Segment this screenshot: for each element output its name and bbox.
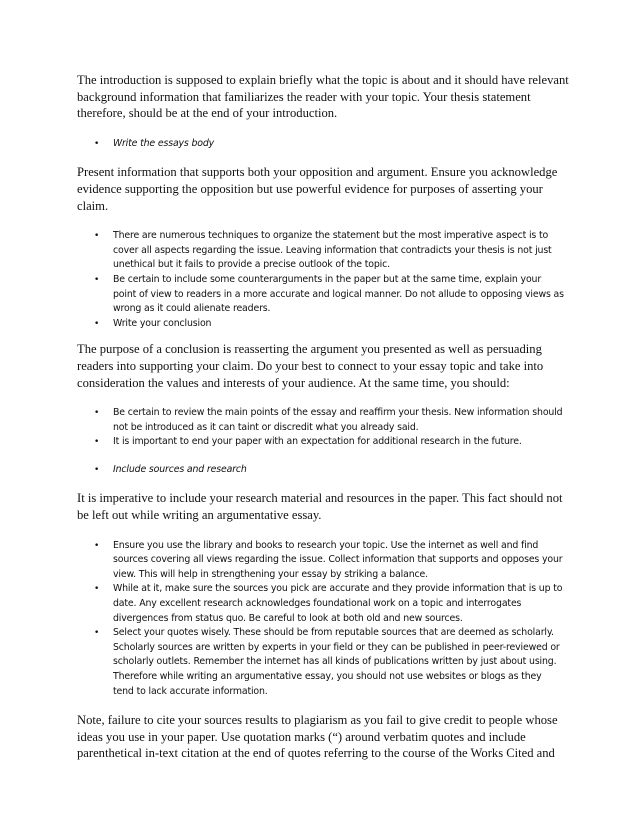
list-item: • It is important to end your paper with an expectation for additional research in the future. <box>77 435 569 450</box>
list-item: • Be certain to include some counterarguments in the paper but at the same time, explain your point of view to readers in a more accurate and logical manner. Do not allude to opposing views as wrong as it could alienate readers. <box>94 273 564 315</box>
bullet-icon: • <box>94 318 100 329</box>
conclusion-bullet-list <box>77 406 569 450</box>
heading-write-conclusion: Write your conclusion <box>113 317 212 329</box>
list-item: • Select your quotes wisely. These should be from reputable sources that are deemed as scholarly. Scholarly sources are written by experts in your field or they can be published in peer-reviewed or scholarly outlets. Remember the internet has all kinds of publications written by just about using. Therefore while writing an argumentative essay, you should not use websites or blogs as they tend to lack accurate information. <box>94 627 560 697</box>
list-item <box>77 463 569 478</box>
conclusion-paragraph: The purpose of a conclusion is reasserting the argument you presented as well as persuading readers into supporting your claim. Do your best to connect to your essay topic and take into consideration the values and interests of your audience. At the same time, you should: <box>77 342 544 390</box>
bullet-icon: • <box>94 138 100 149</box>
bullet-icon: • <box>94 231 100 242</box>
bullet-icon: • <box>94 437 100 448</box>
intro-paragraph: The introduction is supposed to explain briefly what the topic is about and it should have relevant background information that familiarizes the reader with your topic. Your thesis statement therefore, should be at the end of your introduction. <box>77 73 569 121</box>
note-paragraph: Note, failure to cite your sources results to plagiarism as you fail to give credit to people whose ideas you use in your paper. Use quotation marks (“) around verbatim quotes and include parenthetical in-text citation at the end of quotes referring to the course of the Works Cited and <box>77 713 558 761</box>
sources-paragraph: It is imperative to include your research material and resources in the paper. This fact should not be left out while writing an argumentative essay. <box>77 491 563 523</box>
bullet-icon: • <box>94 584 100 595</box>
bullet-icon: • <box>94 628 100 639</box>
body-heading-list <box>77 137 569 152</box>
list-item <box>77 137 569 152</box>
heading-include-sources: Include sources and research <box>113 463 247 475</box>
bullet-icon: • <box>94 274 100 285</box>
body-paragraph: Present information that supports both your opposition and argument. Ensure you acknowledge evidence supporting the opposition but use powerful evidence for purposes of asserting your claim. <box>77 165 558 213</box>
list-item <box>77 317 569 332</box>
list-item: • There are numerous techniques to organize the statement but the most imperative aspect is to cover all aspects regarding the issue. Leaving information that contradicts your thesis is not just unethical but it fails to provide a precise outlook of the topic. <box>94 230 552 271</box>
bullet-icon: • <box>94 464 100 475</box>
list-item: • Be certain to review the main points of the essay and reaffirm your thesis. New information should not be introduced as it can taint or discredit what you already said. <box>94 407 563 433</box>
bullet-icon: • <box>94 540 100 551</box>
sources-bullet-list <box>77 539 569 700</box>
list-item: • Ensure you use the library and books to research your topic. Use the internet as well and find sources covering all views regarding the issue. Collect information that supports and opposes your view. This will help in strengthening your essay by striking a balance. <box>94 539 563 580</box>
sources-heading-list <box>77 463 569 478</box>
document-page <box>77 72 569 762</box>
body-bullet-list <box>77 229 569 331</box>
bullet-icon: • <box>94 408 100 419</box>
list-item: • While at it, make sure the sources you pick are accurate and they provide information that is up to date. Any excellent research acknowledges foundational work on a topic and interrogates divergences from status quo. Be careful to look at both old and new sources. <box>94 583 563 624</box>
heading-write-essay-body: Write the essays body <box>113 137 215 149</box>
